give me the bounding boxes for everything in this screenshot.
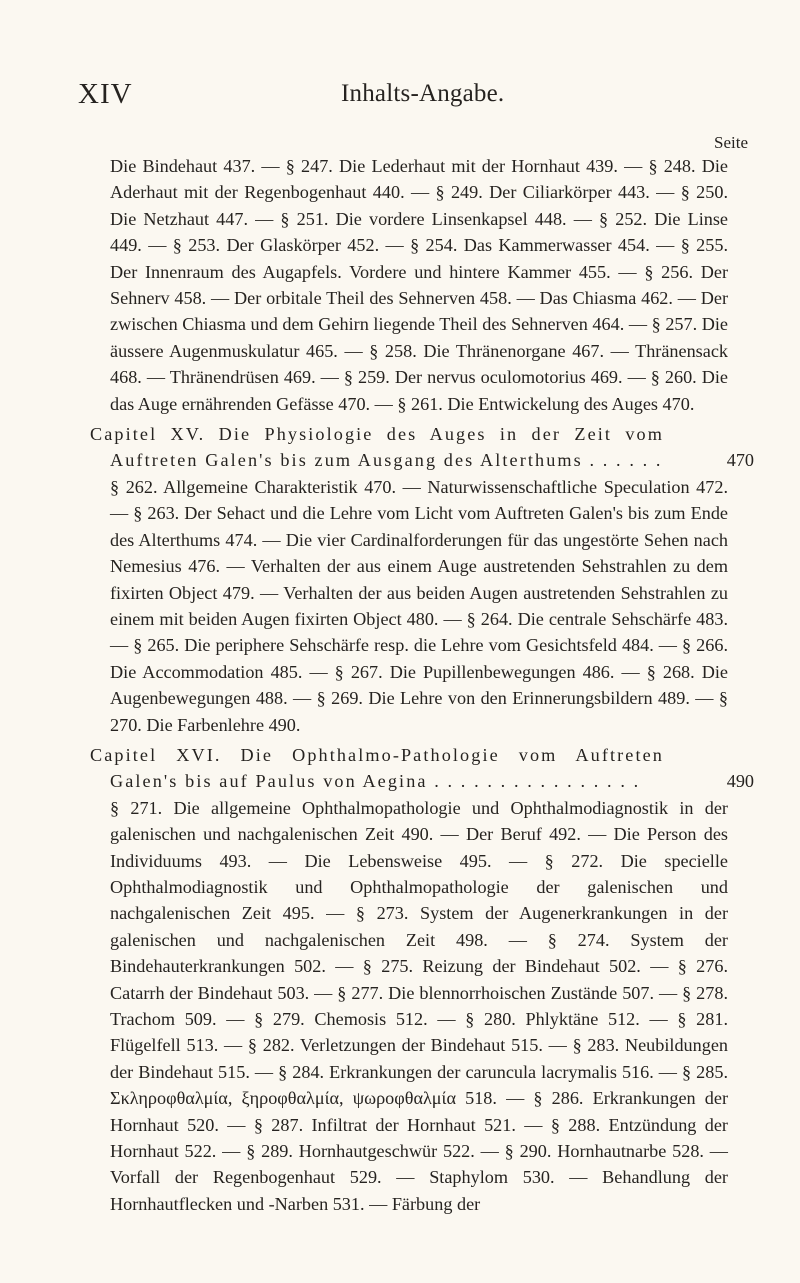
chapter-16-heading: [90, 742, 754, 795]
chapter-16-title: Capitel XVI. Die Ophthalmo-Pathologie vom Auftreten Galen's bis auf Paulus von Aegina . . . . . . . . . . . . . . . .: [90, 744, 664, 792]
chapter-16-page: 490: [726, 771, 754, 792]
chapter-16-body: § 271. Die allgemeine Ophthalmopathologie und Ophthalmodiagnostik in der galenischen und nachgalenischen Zeit 490. — Der Beruf 492. — Die Person des Individuums 493. — Die Lebensweise 495. — § 272. Die specielle Ophthalmodiagnostik und Ophthalmopathologie der galenischen und nachgalenischen Zeit 495. — § 273. System der Augenerkrankungen in der galenischen und nachgalenischen Zeit 498. — § 274. System der Bindehauterkrankungen 502. — § 275. Reizung der Bindehaut 502. — § 276. Catarrh der Bindehaut 503. — § 277. Die blennorrhoischen Zustände 507. — § 278. Trachom 509. — § 279. Chemosis 512. — § 280. Phlyktäne 512. — § 281. Flügelfell 513. — § 282. Verletzungen der Bindehaut 515. — § 283. Neubildungen der Bindehaut 515. — § 284. Erkrankungen der caruncula lacrymalis 516. — § 285. Σκληροφθαλμία, ξηροφθαλμία, ψωροφθαλμία 518. — § 286. Erkrankungen der Hornhaut 520. — § 287. Infiltrat der Hornhaut 521. — § 288. Entzündung der Hornhaut 522. — § 289. Hornhautgeschwür 522. — § 290. Hornhautnarbe 528. — Vorfall der Regenbogenhaut 529. — Staphylom 530. — Behandlung der Hornhautflecken und -Narben 531. — Färbung der: [110, 797, 728, 1214]
chapter-15-page: 470: [726, 450, 754, 471]
intro-paragraph: Die Bindehaut 437. — § 247. Die Lederhaut mit der Hornhaut 439. — § 248. Die Aderhaut mit der Regenbogenhaut 440. — § 249. Der Ciliarkörper 443. — § 250. Die Netzhaut 447. — § 251. Die vordere Linsenkapsel 448. — § 252. Die Linse 449. — § 253. Der Glaskörper 452. — § 254. Das Kammerwasser 454. — § 255. Der Innenraum des Augapfels. Vordere und hintere Kammer 455. — § 256. Der Sehnerv 458. — Der orbitale Theil des Sehnerven 458. — Das Chiasma 462. — Der zwischen Chiasma und dem Gehirn liegende Theil des Sehnerven 464. — § 257. Die äussere Augenmuskulatur 465. — § 258. Die Thränenorgane 467. — Thränensack 468. — Thränendrüsen 469. — § 259. Der nervus oculomotorius 469. — § 260. Die das Auge ernährenden Gefässe 470. — § 261. Die Entwickelung des Auges 470.: [110, 156, 728, 414]
chapter-15-heading: [90, 421, 754, 474]
chapter-15-title: Capitel XV. Die Physiologie des Auges in der Zeit vom Auftreten Galen's bis zum Ausgang des Alterthums . . . . . .: [90, 424, 664, 471]
page-number: XIV: [78, 78, 133, 110]
table-of-contents: [90, 153, 754, 1217]
page-header: [0, 78, 800, 118]
chapter-15-body: § 262. Allgemeine Charakteristik 470. — Naturwissenschaftliche Speculation 472. — § 263. Der Sehact und die Lehre vom Licht vom Auftreten Galen's bis zum Ende des Alterthums 474. — Die vier Cardinalforderungen für das ungestörte Sehen nach Nemesius 476. — Verhalten der aus einem Auge austretenden Sehstrahlen zu dem fixirten Object 479. — Verhalten der aus beiden Augen austretenden Sehstrahlen zu einem mit beiden Augen fixirten Object 480. — § 264. Die centrale Sehschärfe 483. — § 265. Die periphere Sehschärfe resp. die Lehre vom Gesichtsfeld 484. — § 266. Die Accommodation 485. — § 267. Die Pupillenbewegungen 486. — § 268. Die Augenbewegungen 488. — § 269. Die Lehre von den Erinnerungsbildern 489. — § 270. Die Farbenlehre 490.: [110, 476, 728, 735]
page-column-label: Seite: [714, 133, 748, 152]
running-title: Inhalts-Angabe.: [341, 80, 505, 107]
